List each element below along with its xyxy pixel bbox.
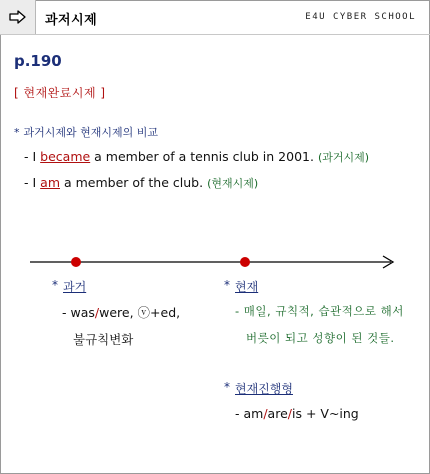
progressive-label: 현재진행형 — [235, 382, 293, 396]
example-prefix: - I — [24, 175, 41, 190]
form-slash: / — [287, 406, 292, 421]
progressive-form-am: - am — [235, 406, 264, 421]
past-label: 과거 — [63, 280, 87, 294]
example-note: (현재시제) — [207, 177, 259, 190]
example-line-present — [24, 175, 258, 191]
page-title: 과저시제 — [45, 13, 98, 28]
example-line-past — [24, 149, 369, 165]
brand-label: E4U CYBER SCHOOL — [305, 12, 416, 22]
timeline — [0, 250, 430, 280]
past-point — [71, 257, 81, 267]
present-desc-line1: - 매일, 규칙적, 습관적으로 해서 — [235, 304, 404, 318]
bullet-star-icon: * — [52, 278, 58, 292]
example-prefix: - I — [24, 149, 41, 164]
past-form-was: - was — [62, 305, 95, 320]
bullet-star-icon: * — [14, 126, 20, 139]
past-form-were: were, ⓥ+ed, — [99, 305, 181, 320]
present-label: 현재 — [235, 280, 259, 294]
example-verb-highlight: am — [40, 175, 60, 190]
page-number: p.190 — [14, 52, 62, 70]
example-verb-highlight: became — [40, 149, 91, 164]
example-note: (과거시제) — [317, 151, 370, 164]
header-divider — [0, 34, 430, 35]
progressive-forms — [235, 406, 359, 421]
present-point — [240, 257, 250, 267]
progressive-form-are: are — [267, 406, 288, 421]
present-desc-line2: 버릇이 되고 성향이 된 것들. — [246, 331, 395, 345]
bullet-star-icon: * — [224, 278, 230, 292]
example-rest: a member of the club. — [60, 175, 204, 190]
header-bar — [0, 0, 430, 34]
comparison-heading — [14, 124, 158, 140]
form-slash: / — [94, 305, 100, 320]
progressive-form-is: is + V~ing — [291, 406, 359, 421]
past-forms — [62, 303, 180, 321]
example-rest: a member of a tennis club in 2001. — [90, 149, 314, 164]
arrow-right-icon — [0, 0, 36, 34]
comparison-title: 과거시제와 현재시제의 비교 — [23, 126, 159, 139]
bullet-star-icon: * — [224, 380, 230, 394]
past-irregular: 불규칙변화 — [73, 332, 134, 347]
form-slash: / — [263, 406, 268, 421]
section-title: [ 현재완료시제 ] — [14, 86, 106, 100]
